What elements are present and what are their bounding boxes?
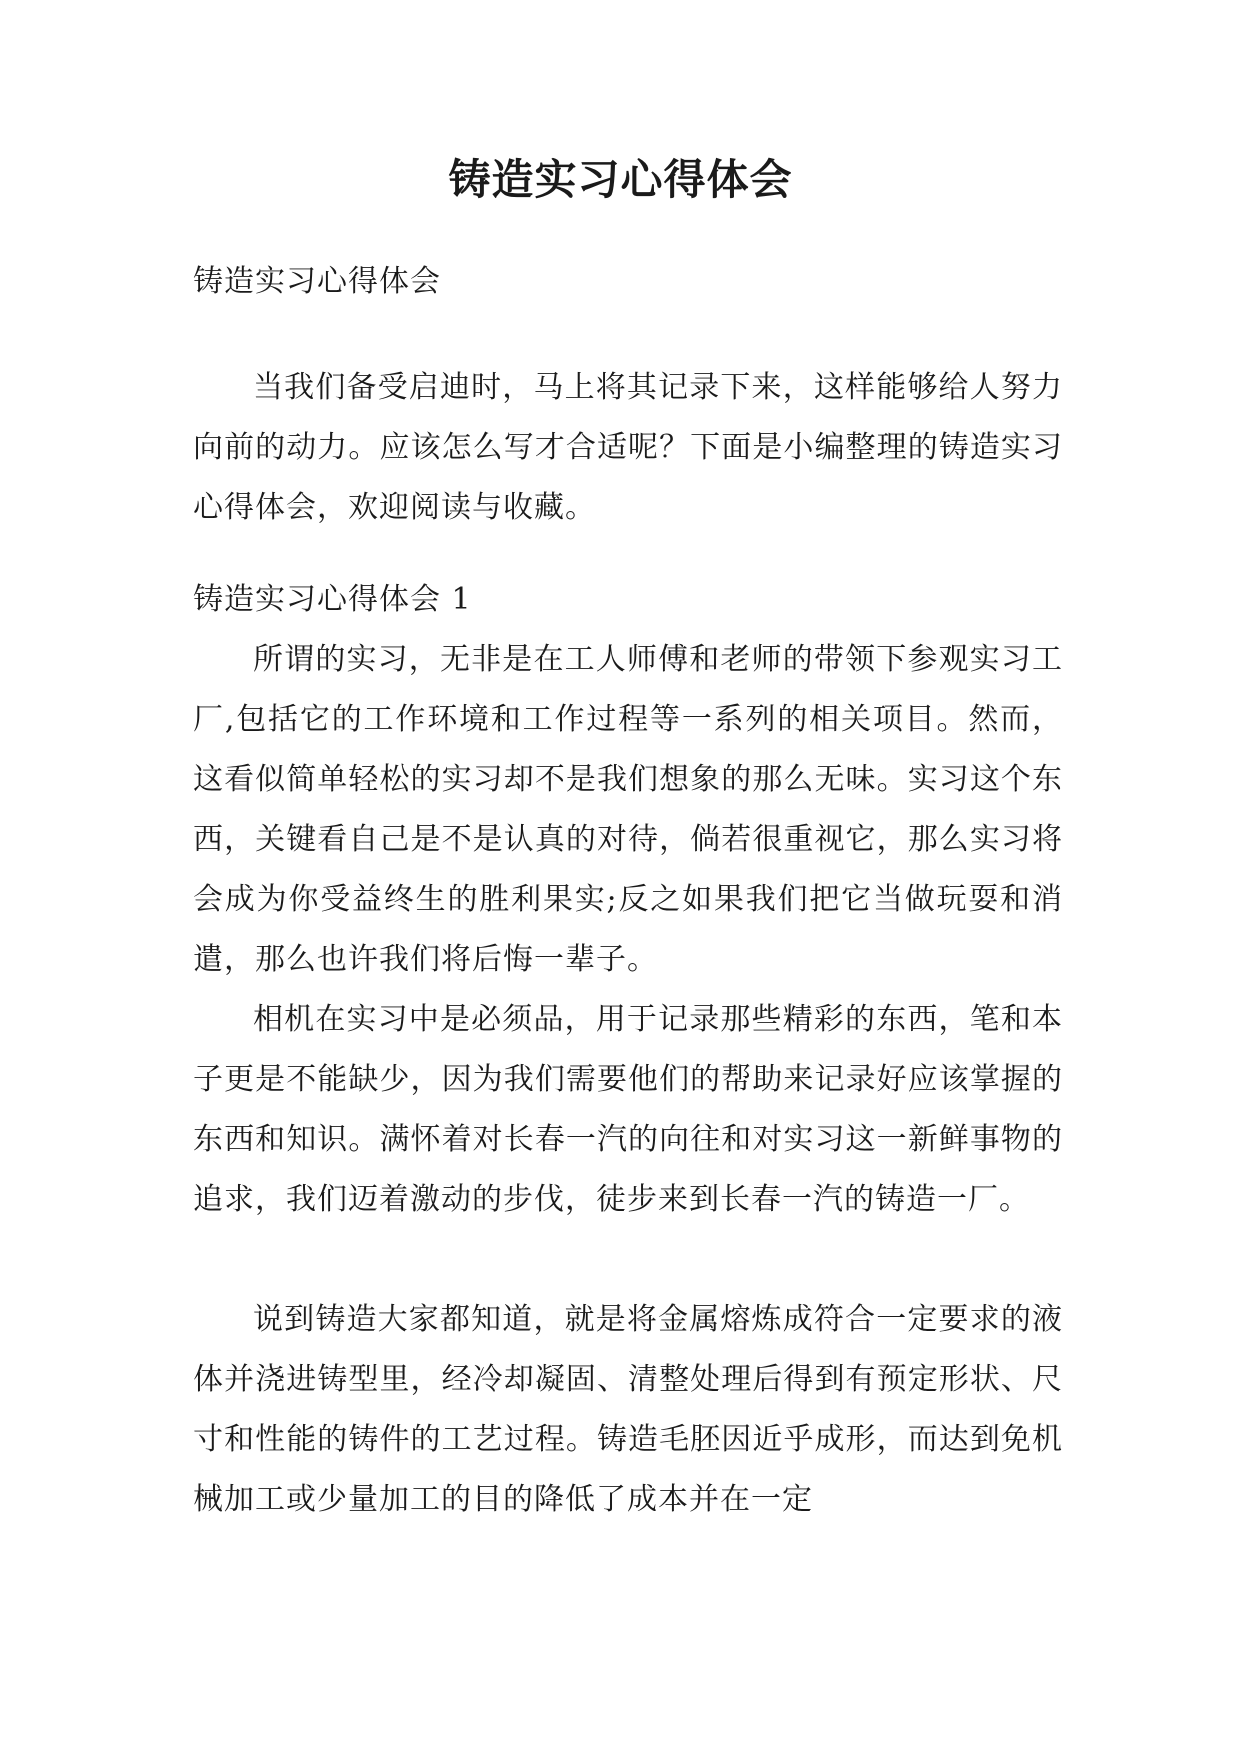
intro-paragraph: 当我们备受启迪时，马上将其记录下来，这样能够给人努力向前的动力。应该怎么写才合适呢？下面是小编整理的铸造实习心得体会，欢迎阅读与收藏。: [193, 370, 1063, 525]
document-subtitle: 铸造实习心得体会: [193, 264, 441, 299]
body-paragraph-1: 所谓的实习，无非是在工人师傅和老师的带领下参观实习工厂,包括它的工作环境和工作过程等一系列的相关项目。然而，这看似简单轻松的实习却不是我们想象的那么无味。实习这个东西，关键看自己是不是认真的对待，倘若很重视它，那么实习将会成为你受益终生的胜利果实;反之如果我们把它当做玩耍和消遣，那么也许我们将后悔一辈子。: [193, 642, 1063, 977]
document-title: 铸造实习心得体会: [448, 155, 793, 204]
section-heading: 铸造实习心得体会 1: [193, 582, 472, 617]
body-paragraph-2: 相机在实习中是必须品，用于记录那些精彩的东西，笔和本子更是不能缺少，因为我们需要他们的帮助来记录好应该掌握的东西和知识。满怀着对长春一汽的向往和对实习这一新鲜事物的追求，我们迈着激动的步伐，徒步来到长春一汽的铸造一厂。: [193, 1002, 1063, 1217]
body-paragraph-3: 说到铸造大家都知道，就是将金属熔炼成符合一定要求的液体并浇进铸型里，经冷却凝固、清整处理后得到有预定形状、尺寸和性能的铸件的工艺过程。铸造毛胚因近乎成形，而达到免机械加工或少量加工的目的降低了成本并在一定: [193, 1302, 1063, 1517]
